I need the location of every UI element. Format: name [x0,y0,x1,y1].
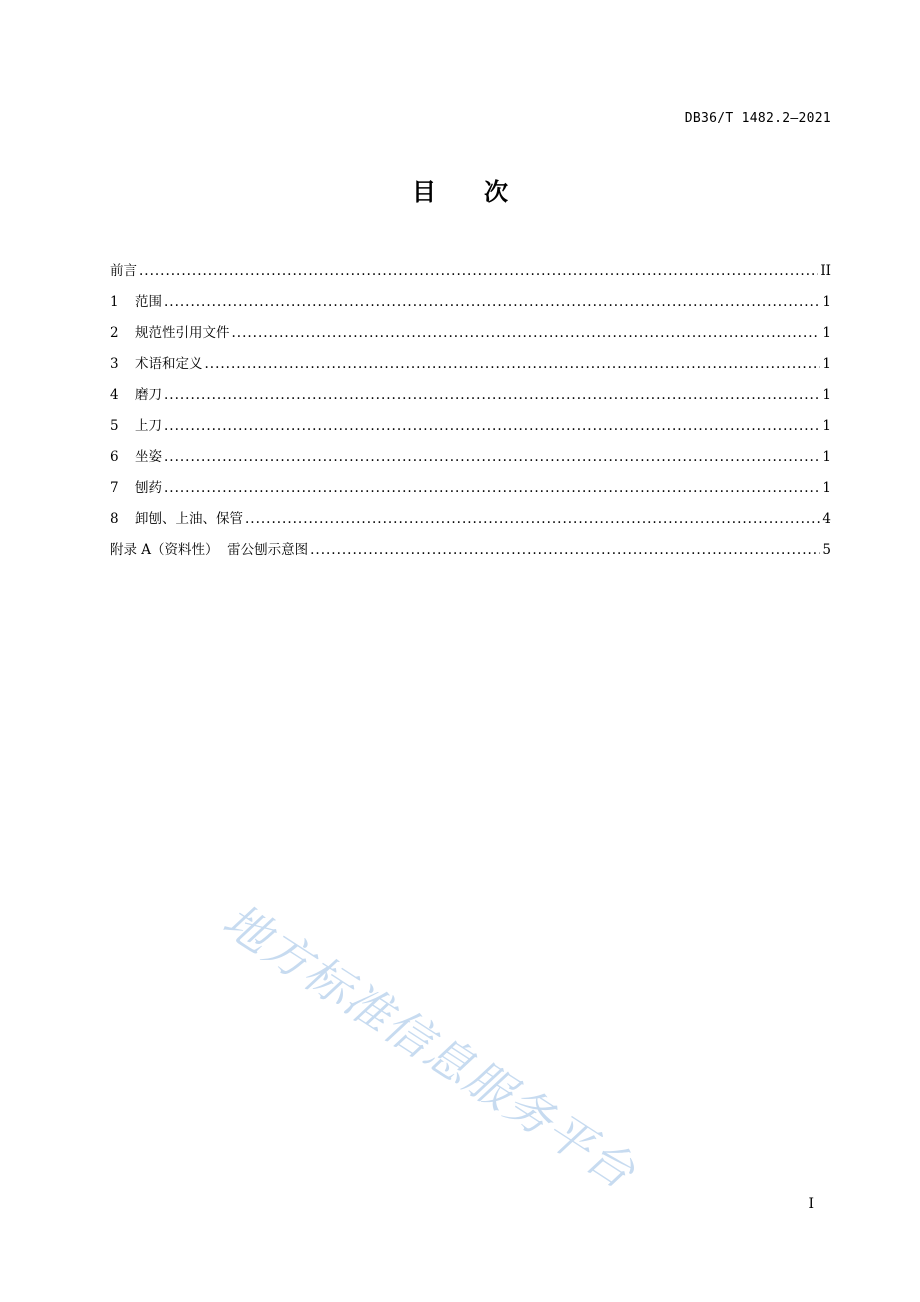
toc-page-number: II [820,263,831,279]
toc-entry-number: 2 [110,325,119,341]
toc-entry-number: 3 [110,356,119,372]
toc-page-number: 1 [822,387,831,403]
toc-leader [310,535,820,566]
title-char-2: 次 [484,178,508,206]
watermark: 地方标准信息服务平台 [213,892,646,1200]
toc-entry-label: 磨刀 [135,387,162,403]
title-char-1: 目 [412,178,436,206]
toc-entry-6[interactable] [110,442,831,473]
toc-entry-label: 刨药 [135,480,162,496]
toc-entry-1[interactable] [110,287,831,318]
toc-entry-label: 上刀 [135,418,162,434]
toc-entry-5[interactable] [110,411,831,442]
toc-leader [245,504,820,535]
toc-leader [232,318,821,349]
toc-entry-4[interactable] [110,380,831,411]
document-code: DB36/T 1482.2—2021 [684,111,831,126]
toc-leader [164,411,820,442]
toc-entry-label: 附录 A（资料性） 雷公刨示意图 [110,542,309,558]
toc-entry-foreword[interactable] [110,256,831,287]
toc-entry-number: 1 [110,294,119,310]
toc-page-number: 1 [822,418,831,434]
toc-leader [164,442,820,473]
toc-entry-3[interactable] [110,349,831,380]
toc-entry-label: 术语和定义 [135,356,203,372]
toc-entry-appendix-a[interactable] [110,535,831,566]
toc-leader [205,349,821,380]
toc-page-number: 5 [822,542,831,558]
toc-leader [139,256,818,287]
toc-entry-number: 8 [110,511,119,527]
toc-page-number: 1 [822,480,831,496]
toc-leader [164,380,820,411]
toc-entry-label: 卸刨、上油、保管 [135,511,243,527]
toc-leader [164,287,820,318]
toc-entry-label: 坐姿 [135,449,162,465]
toc-page-number: 1 [822,325,831,341]
toc-entry-label: 前言 [110,263,137,279]
table-of-contents [110,256,831,566]
footer-page-number: I [808,1196,814,1212]
toc-page-number: 1 [822,356,831,372]
toc-entry-label: 规范性引用文件 [135,325,230,341]
toc-page-number: 4 [822,511,831,527]
toc-page-number: 1 [822,294,831,310]
toc-entry-2[interactable] [110,318,831,349]
toc-page-number: 1 [822,449,831,465]
toc-leader [164,473,820,504]
toc-entry-7[interactable] [110,473,831,504]
toc-entry-8[interactable] [110,504,831,535]
page-title [0,172,920,207]
toc-entry-number: 7 [110,480,119,496]
toc-entry-number: 4 [110,387,119,403]
toc-entry-number: 5 [110,418,119,434]
toc-entry-number: 6 [110,449,119,465]
toc-entry-label: 范围 [135,294,162,310]
